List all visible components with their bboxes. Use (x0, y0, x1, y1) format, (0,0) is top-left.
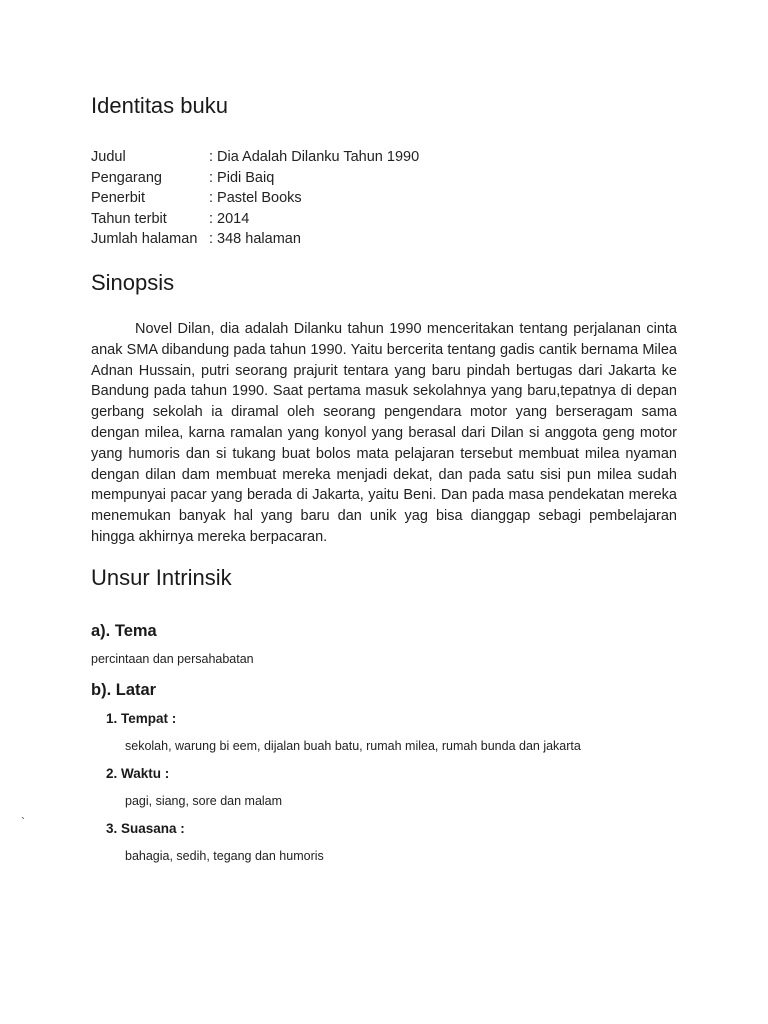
tempat-text: sekolah, warung bi eem, dijalan buah batu, rumah milea, rumah bunda dan jakarta (125, 739, 581, 753)
identity-value: : Pastel Books (209, 190, 302, 206)
tema-text: percintaan dan persahabatan (91, 652, 254, 666)
suasana-heading: 3. Suasana : (106, 821, 185, 836)
sinopsis-paragraph: Novel Dilan, dia adalah Dilanku tahun 1990 menceritakan tentang perjalanan cinta anak SMA dibandung pada tahun 1990. Yaitu bercerita tentang gadis cantik bernama Milea Adnan Hussain, putri seorang prajurit tentara yang baru pindah bertugas dari Jakarta ke Bandung pada tahun 1990. Saat pertama masuk sekolahnya yang baru,tepatnya di depan gerbang sekolah ia diramal oleh seorang pengendara motor yang berseragam sama dengan milea, karna ramalan yang konyol yang berasal dari Dilan si anggota geng motor yang humoris dan si tukang buat bolos mata pelajaran tersebut membuat milea nyaman dengan dilan dam membuat mereka menjadi dekat, dan pada satu sisi pun milea sudah mempunyai pacar yang berada di Jakarta, yaitu Beni. Dan pada masa pendekatan mereka menemukan banyak hal yang baru dan unik yag bisa dianggap sebagi pembelajaran hingga akhirnya mereka berpacaran. (91, 321, 677, 545)
identity-value: : Dia Adalah Dilanku Tahun 1990 (209, 149, 420, 165)
identity-row-pengarang (91, 168, 419, 189)
latar-heading: b). Latar (91, 681, 157, 699)
book-identity-table (91, 147, 419, 250)
unsur-intrinsik-heading: Unsur Intrinsik (91, 565, 232, 590)
identity-row-judul (91, 147, 419, 168)
identity-row-jumlah-halaman (91, 229, 419, 250)
identity-label: Tahun terbit (91, 210, 167, 227)
identity-row-tahun-terbit (91, 209, 419, 230)
identity-label: Judul (91, 149, 126, 165)
sinopsis-heading: Sinopsis (91, 270, 175, 295)
identity-value: : 2014 (209, 210, 250, 227)
waktu-text: pagi, siang, sore dan malam (125, 794, 283, 808)
identity-value: : 348 halaman (209, 231, 301, 247)
tempat-heading: 1. Tempat : (106, 711, 177, 726)
identitas-heading: Identitas buku (91, 93, 228, 118)
suasana-text: bahagia, sedih, tegang dan humoris (125, 849, 324, 863)
identity-label: Jumlah halaman (91, 231, 198, 247)
tema-heading: a). Tema (91, 622, 157, 640)
waktu-heading: 2. Waktu : (106, 766, 170, 781)
identity-value: : Pidi Baiq (209, 169, 275, 186)
identity-row-penerbit (91, 188, 419, 209)
identity-label: Penerbit (91, 190, 146, 206)
identity-label: Pengarang (91, 169, 162, 186)
stray-mark: ` (21, 815, 25, 829)
